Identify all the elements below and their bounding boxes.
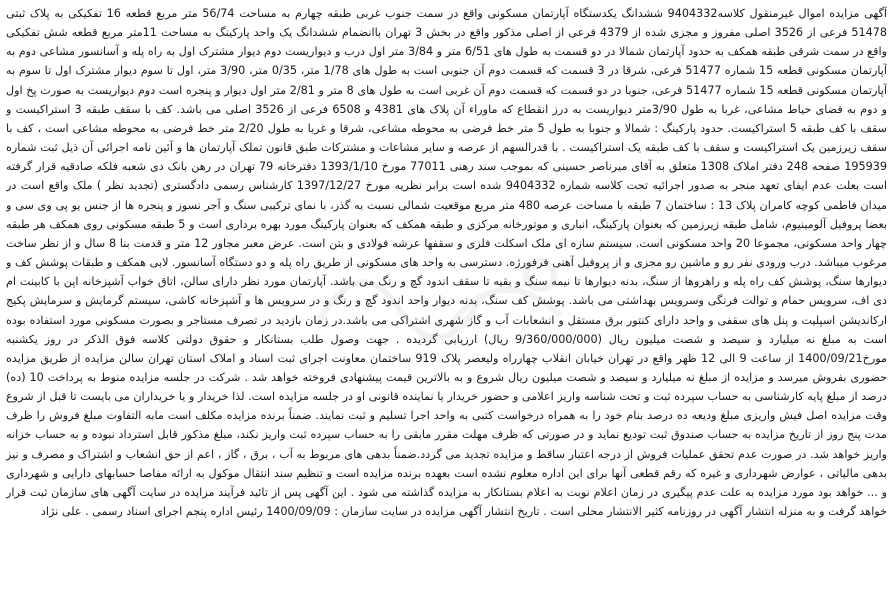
notice-title-prefix: آگهی مزایده اموال غیرمنقول کلاسه bbox=[717, 7, 887, 20]
auction-notice-text bbox=[6, 4, 887, 587]
notice-case-number: 9404332 bbox=[667, 7, 718, 20]
notice-body: ششدانگ یکدستگاه آپارتمان مسکونی واقع در سمت جنوب غربی طبقه چهارم به مساحت 56/74 متر مربع قطعه 16 تفکیکی به پلاک ثبتی 51478 فرعی از 3526 اصلی مفروز و مجزی شده از 4379 فرعی از اصلی مذکور واقع در بخش 3 تهران باانضمام ششدانگ یک واحد پارکینگ به مساحت 11متر مربع قطعه شش تفکیکی واقع در سمت شرقی طبقه همکف به حدود آپارتمان شمالا در دو قسمت به طول های 6/51 متر و 3/84 متر اول درب و دیواریست دوم دیوار مشترک اول به راه پله و آسانسور مشاعی دوم به آپارتمان مسکونی قطعه 15 شماره 51477 فرعی، شرقا در 3 قسمت که قسمت دوم آن جنوبی است به طول های 1/78 متر، 0/35 متر، 3/90 متر، اول تا سوم دیوار مشترک اول تا سوم به آپارتمان مسکونی قطعه 15 شماره 51477 فرعی، جنوبا در دو قسمت که قسمت دوم آن غربی است به طول های 8 متر و 2/81 متر اول دیوار و پنجره است دوم دیواریست به صورت پخ اول و دوم به فضای حیاط مشاعی، غربا به طول 3/90متر دیواریست به درز انقطاع که ماوراء آن پلاک های 4381 و 6508 فرعی از 3526 اصلی می باشد. کف با سقف طبقه 3 استراکیست و سقف با کف طبقه 5 استراکیست. حدود پارکینگ : شمالا و جنوبا به طول 5 متر خط فرضی به محوطه مشاعی، شرقا و غربا به طول 2/20 متر خط فرضی به محوطه مشاعی است ، کف با سقف زیرزمین یک استراکیست و سقف با کف طبقه یک استراکیست . با قدرالسهم از عرصه و سایر مشاعات و مشترکات طبق قانون تملک آپارتمان ها و آئین نامه اجرائی آن ذیل ثبت شماره 195939 صفحه 248 دفتر املاک 1308 متعلق به آقای میرناصر حسینی که بموجب سند رهنی 77011 مورخ 1393/1/10 دفترخانه 79 تهران در رهن بانک دی شعبه فلکه صادقیه قرار گرفته است بعلت عدم ایفای تعهد منجر به صدور اجرائیه تحت کلاسه شماره 9404332 شده است برابر نظریه مورخ 1397/12/27 کارشناس رسمی دادگستری (تجدید نظر ) ملک واقع است در میدان فاطمی کوچه کامران پلاک 13 : ساختمان 7 طبقه با مساحت عرصه 480 متر مربع موقعیت شمالی نسبت به گذر، با نمای ترکیبی سنگ و آجر نسوز و پنجره ها از جنس یو پی وی سی و بعضا پروفیل آلومینیوم، شامل طبقه زیرزمین که بعنوان پارکینگ، انباری و موتورخانه مرکزی و طبقه همکف که بعنوان پارکینگ مورد بهره برداری است و 5 طبقه مسکونی روی همکف هر طبقه چهار واحد مسکونی، مجموعا 20 واحد مسکونی است. سیستم سازه ای ملک اسکلت فلزی و سقفها عرشه فولادی و بتن است. عرض معبر مجاور 12 متر و قدمت بنا 8 سال و از نظر ساخت مرغوب میباشد. درب ورودی نفر رو و ماشین رو مجزی و از پروفیل آهنی فرفورژه. دسترسی به واحد های مسکونی از طریق راه پله و دو دستگاه آسانسور. لابی همکف و طبقات پوشش کف و دیوارها سنگ، پوشش کف راه پله و راهروها از سنگ، بدنه دیوارها تا نیمه سنگ و بقیه تا سقف اندود گچ و رنگ می باشد. آپارتمان مورد نظر دارای سالن، اتاق خواب آشپزخانه اپن با کابینت ام دی اف، سرویس حمام و توالت فرنگی وسرویس بهداشتی می باشد. پوشش کف سنگ، بدنه دیوار واحد اندود گچ و رنگ و در سرویس ها و آشپزخانه کاشی، سیستم گرمایش و سرمایش پکیج ارکاندیشن اسپلیت و پنل های سقفی و واحد دارای کنتور برق مستقل و انشعابات آب و گاز شهری اشتراکی می باشد.در زمان بازدید در تصرف مستاجر و بصورت مسکونی مورد استفاده بوده است به مبلغ نه میلیارد و سیصد و شصت میلیون ریال (9/360/000/000 ریال) ارزیابی گردیده . جهت وصول طلب بستانکار و حقوق دولتی کلاسه فوق الذکر در روز یکشنبه مورخ1400/09/21 از ساعت 9 الی 12 ظهر واقع در تهران خیابان انقلاب چهارراه ولیعصر پلاک 919 ساختمان معاونت اجرای ثبت اسناد و املاک استان تهران سالن مزایده از طریق مزایده حضوری بفروش میرسد و مزایده از مبلغ نه میلیارد و سیصد و شصت میلیون ریال شروع و به بالاترین قیمت پیشنهادی فروخته خواهد شد . شرکت در جلسه مزایده منوط به پرداخت 10 (ده) درصد از مبلغ پایه کارشناسی به حساب سپرده ثبت و تحت شناسه واریز اعلامی و حضور خریدار یا نماینده قانونی او در جلسه مزایده است. لذا خریدار و یا خریداران می بایست تا قبل از شروع وقت مزایده اصل فیش واریزی مبلغ ودیعه ده درصد بنام خود را به همراه درخواست کتبی به واحد اجرا تسلیم و ثبت نمایند. ضمناً برنده مزایده مکلف است مابه التفاوت مبلغ فروش را ظرف مدت پنج روز از تاریخ مزایده به حساب صندوق ثبت تودیع نماید و در صورتی که ظرف مهلت مقرر مابقی را به حساب سپرده ثبت واریز نکند، مبلغ مذکور قابل استرداد نبوده و به حساب خزانه واریز خواهد شد. در صورت عدم تحقق عملیات فروش از درجه اعتبار ساقط و مزایده تجدید می گردد.ضمناً بدهی های مربوط به آب ، برق ، گاز ، اعم از حق انشعاب و اشتراک و مصرف و نیز بدهی مالیاتی ، عوارض شهرداری و غیره که رقم قطعی آنها برای این اداره معلوم نشده است بعهده برنده مزایده است و تنظیم سند انتقال موکول به ارائه مفاصا حسابهای دارایی و شهرداری و ... خواهد بود مورد مزایده به علت عدم پیگیری در زمان اعلام نوبت به اعلام بستانکار به مزایده گذاشته می شود . این آگهی پس از تائید فرآیند مزایده در سایت آگهی های سازمان ثبت قرار خواهد گرفت و به منزله انتشار آگهی در روزنامه کثیر الانتشار محلی است . تاریخ انتشار آگهی مزایده در سایت سازمان : 1400/09/09 رئیس اداره پنجم اجرای اسناد رسمی . علی نژاد bbox=[6, 7, 887, 519]
